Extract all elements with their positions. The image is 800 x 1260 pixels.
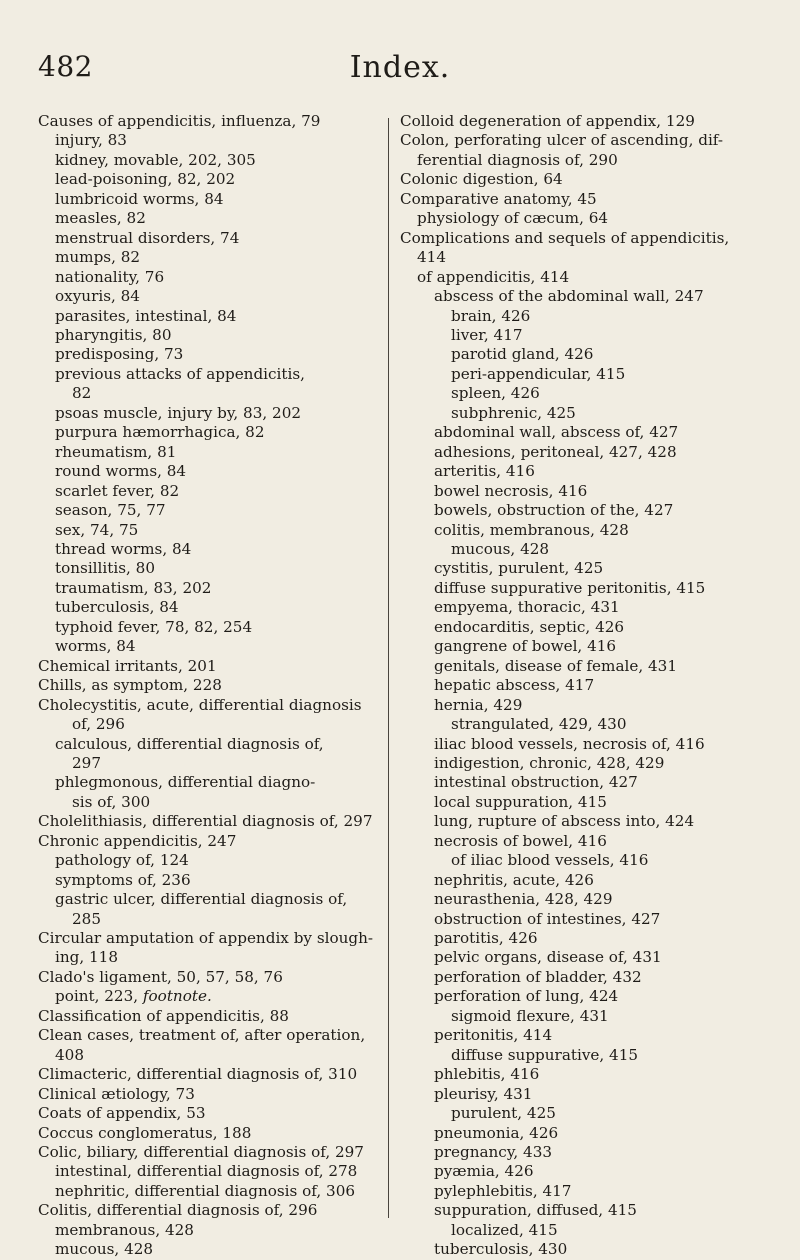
- index-entry-text: hernia, 429: [434, 695, 523, 714]
- index-entry: [400, 1221, 770, 1240]
- index-entry: [38, 890, 378, 909]
- index-entry: [400, 948, 770, 967]
- index-entry: [38, 579, 378, 598]
- index-entry: [38, 345, 378, 364]
- index-entry: [38, 793, 378, 812]
- index-entry: [38, 248, 378, 267]
- index-entry: [400, 871, 770, 890]
- index-entry: [400, 268, 770, 287]
- index-entry: [38, 307, 378, 326]
- index-entry-text: sigmoid flexure, 431: [451, 1006, 609, 1025]
- index-entry-text: nationality, 76: [55, 267, 165, 286]
- index-entry: [38, 948, 378, 967]
- index-entry-text: Colonic digestion, 64: [400, 170, 563, 189]
- index-entry: [400, 521, 770, 540]
- index-entry-text: scarlet fever, 82: [55, 481, 180, 500]
- index-entry-text: rheumatism, 81: [55, 442, 177, 461]
- index-entry-text: Colic, biliary, differential diagnosis of, 297: [38, 1143, 364, 1162]
- index-entry: [38, 326, 378, 345]
- index-entry-text: purulent, 425: [451, 1104, 556, 1123]
- index-entry: [400, 754, 770, 773]
- index-entry-text: subphrenic, 425: [451, 403, 576, 422]
- index-entry: [38, 1143, 378, 1162]
- index-entry: [400, 657, 770, 676]
- index-entry-text: pathology of, 124: [55, 851, 189, 870]
- index-entry-text: Chemical irritants, 201: [38, 656, 217, 675]
- index-entry: [400, 696, 770, 715]
- index-column-left: [38, 112, 378, 1260]
- index-entry-text: pneumonia, 426: [434, 1123, 559, 1142]
- index-entry: [400, 851, 770, 870]
- index-entry: [400, 1240, 770, 1259]
- index-entry-text: pyæmia, 426: [434, 1162, 534, 1181]
- index-entry: [400, 287, 770, 306]
- index-entry-text: neurasthenia, 428, 429: [434, 890, 613, 909]
- index-entry: [38, 229, 378, 248]
- index-entry: [400, 170, 770, 189]
- index-entry-text: arteritis, 416: [434, 462, 535, 481]
- index-entry-text: empyema, thoracic, 431: [434, 598, 620, 617]
- index-entry: [400, 540, 770, 559]
- index-entry: [400, 229, 770, 248]
- index-entry-text: Complications and sequels of appendicitis,: [400, 228, 730, 247]
- index-entry: [400, 1007, 770, 1026]
- index-entry-text: ferential diagnosis of, 290: [417, 150, 618, 169]
- index-entry: [38, 190, 378, 209]
- index-entry: [38, 482, 378, 501]
- index-entry-text: liver, 417: [451, 325, 523, 344]
- index-entry-text: 285: [72, 909, 101, 928]
- column-divider: [388, 118, 389, 1218]
- index-entry-text: physiology of cæcum, 64: [417, 209, 609, 228]
- index-entry: [400, 345, 770, 364]
- index-entry-text: Clado's ligament, 50, 57, 58, 76: [38, 967, 283, 986]
- index-entry-text: Colitis, differential diagnosis of, 296: [38, 1201, 318, 1220]
- index-entry-text: 82: [72, 384, 92, 403]
- index-entry-text: kidney, movable, 202, 305: [55, 150, 256, 169]
- index-entry: [400, 307, 770, 326]
- index-entry: [38, 773, 378, 792]
- index-entry-text: injury, 83: [55, 131, 127, 150]
- index-entry: [38, 754, 378, 773]
- index-entry: [400, 773, 770, 792]
- index-entry-text: tonsillitis, 80: [55, 559, 155, 578]
- index-entry-text: sex, 74, 75: [55, 520, 139, 539]
- index-entry-text: lung, rupture of abscess into, 424: [434, 812, 695, 831]
- index-entry: [38, 423, 378, 442]
- index-entry: [400, 579, 770, 598]
- index-entry: [38, 131, 378, 150]
- index-entry-text: colitis, membranous, 428: [434, 520, 629, 539]
- page-number: 482: [38, 50, 93, 83]
- index-entry-text: nephritic, differential diagnosis of, 306: [55, 1181, 356, 1200]
- index-entry-text: typhoid fever, 78, 82, 254: [55, 617, 253, 636]
- index-entry: [400, 462, 770, 481]
- index-entry: [400, 384, 770, 403]
- index-entry-text: Classification of appendicitis, 88: [38, 1006, 289, 1025]
- index-entry: [400, 151, 770, 170]
- index-entry: [38, 1065, 378, 1084]
- index-entry: [38, 1240, 378, 1259]
- index-entry: [38, 696, 378, 715]
- index-entry: [38, 443, 378, 462]
- index-entry: [400, 793, 770, 812]
- index-entry: [38, 521, 378, 540]
- index-entry-text: point, 223,: [55, 987, 139, 1006]
- index-entry: [38, 832, 378, 851]
- index-entry-text: season, 75, 77: [55, 501, 166, 520]
- index-entry-text: sis of, 300: [72, 792, 151, 811]
- index-entry-text: cystitis, purulent, 425: [434, 559, 604, 578]
- index-entry: [38, 1124, 378, 1143]
- index-entry: [38, 1162, 378, 1181]
- index-entry: [38, 1221, 378, 1240]
- index-entry-text: Comparative anatomy, 45: [400, 189, 597, 208]
- index-entry-text: mucous, 428: [451, 539, 550, 558]
- index-entry-text: membranous, 428: [55, 1220, 194, 1239]
- index-entry: [400, 1143, 770, 1162]
- index-entry: [400, 1182, 770, 1201]
- index-entry-text: suppuration, diffused, 415: [434, 1201, 637, 1220]
- index-entry: [400, 112, 770, 131]
- index-entry: [38, 657, 378, 676]
- index-entry-text: ing, 118: [55, 948, 119, 967]
- index-entry-text: localized, 415: [451, 1220, 558, 1239]
- index-entry: [400, 735, 770, 754]
- index-entry: [38, 910, 378, 929]
- index-entry-text: brain, 426: [451, 306, 531, 325]
- index-entry-text: lead-poisoning, 82, 202: [55, 170, 236, 189]
- index-entry: [38, 715, 378, 734]
- index-entry-text: abdominal wall, abscess of, 427: [434, 423, 679, 442]
- index-entry-text: Chronic appendicitis, 247: [38, 831, 237, 850]
- index-entry: [400, 443, 770, 462]
- index-entry: [38, 676, 378, 695]
- index-entry: [38, 384, 378, 403]
- index-entry: [38, 598, 378, 617]
- index-entry: [400, 1124, 770, 1143]
- index-entry: [400, 598, 770, 617]
- index-entry-text: mumps, 82: [55, 248, 141, 267]
- index-entry-text: parasites, intestinal, 84: [55, 306, 237, 325]
- index-entry: [400, 326, 770, 345]
- index-entry-text: Coats of appendix, 53: [38, 1104, 206, 1123]
- index-entry: [38, 365, 378, 384]
- index-entry: [38, 929, 378, 948]
- index-entry-text: of iliac blood vessels, 416: [451, 851, 649, 870]
- index-entry: [400, 501, 770, 520]
- page-header: [0, 40, 800, 90]
- index-entry-text: Causes of appendicitis, influenza, 79: [38, 112, 321, 130]
- index-entry: [400, 929, 770, 948]
- index-entry: [400, 890, 770, 909]
- index-entry-text: pelvic organs, disease of, 431: [434, 948, 662, 967]
- index-entry-text: Colloid degeneration of appendix, 129: [400, 112, 695, 130]
- index-entry-text: abscess of the abdominal wall, 247: [434, 287, 704, 306]
- index-entry-text: obstruction of intestines, 427: [434, 909, 661, 928]
- index-entry-text: psoas muscle, injury by, 83, 202: [55, 403, 302, 422]
- index-entry: [400, 637, 770, 656]
- index-entry-text: lumbricoid worms, 84: [55, 189, 224, 208]
- index-entry: [400, 248, 770, 267]
- index-entry-text: oxyuris, 84: [55, 287, 140, 306]
- index-entry-text: pleurisy, 431: [434, 1084, 533, 1103]
- index-entry: [38, 1201, 378, 1220]
- index-entry: [38, 812, 378, 831]
- index-entry-text: thread worms, 84: [55, 539, 192, 558]
- index-entry: [400, 559, 770, 578]
- index-entry: [38, 1182, 378, 1201]
- index-entry-text: peri-appendicular, 415: [451, 364, 626, 383]
- index-entry: [400, 1026, 770, 1045]
- index-entry-text: peritonitis, 414: [434, 1026, 553, 1045]
- index-entry: [400, 131, 770, 150]
- index-entry-text: Coccus conglomeratus, 188: [38, 1123, 252, 1142]
- index-entry-text: pylephlebitis, 417: [434, 1181, 572, 1200]
- index-entry: [400, 715, 770, 734]
- index-entry: [38, 112, 378, 131]
- index-entry-text: parotitis, 426: [434, 929, 538, 948]
- index-entry: [400, 209, 770, 228]
- index-entry: [38, 170, 378, 189]
- index-entry: [400, 676, 770, 695]
- index-entry-text: intestinal obstruction, 427: [434, 773, 638, 792]
- index-entry: [38, 1026, 378, 1045]
- index-entry-text: pregnancy, 433: [434, 1143, 553, 1162]
- index-entry-text: Cholelithiasis, differential diagnosis of, 297: [38, 812, 373, 831]
- index-entry-text: 414: [417, 248, 446, 267]
- index-entry-text: Circular amputation of appendix by slough-: [38, 929, 374, 948]
- index-entry-text: calculous, differential diagnosis of,: [55, 734, 324, 753]
- index-entry: [38, 287, 378, 306]
- index-entry: [38, 1104, 378, 1123]
- index-entry-text: iliac blood vessels, necrosis of, 416: [434, 734, 705, 753]
- index-entry: [38, 618, 378, 637]
- index-entry-text: nephritis, acute, 426: [434, 870, 594, 889]
- index-entry-text: Climacteric, differential diagnosis of, 310: [38, 1065, 358, 1084]
- index-entry: [400, 618, 770, 637]
- index-entry: [400, 1104, 770, 1123]
- index-entry: [38, 501, 378, 520]
- index-entry-text: phlebitis, 416: [434, 1065, 540, 1084]
- index-entry: [38, 151, 378, 170]
- index-entry-text: 408: [55, 1045, 84, 1064]
- index-entry: [400, 404, 770, 423]
- index-entry-text: tuberculosis, 84: [55, 598, 179, 617]
- index-entry: [38, 871, 378, 890]
- index-entry: [400, 968, 770, 987]
- index-entry: [400, 423, 770, 442]
- index-entry: [38, 559, 378, 578]
- index-entry: [400, 1065, 770, 1084]
- index-entry-text: mucous, 428: [55, 1240, 154, 1259]
- index-entry-text: bowel necrosis, 416: [434, 481, 588, 500]
- index-entry-text: genitals, disease of female, 431: [434, 656, 677, 675]
- index-entry: [38, 462, 378, 481]
- index-entry: [400, 832, 770, 851]
- index-entry-text: adhesions, peritoneal, 427, 428: [434, 442, 677, 461]
- index-entry-text: hepatic abscess, 417: [434, 676, 595, 695]
- index-entry: [400, 812, 770, 831]
- index-entry: [38, 1007, 378, 1026]
- index-entry-text: Chills, as symptom, 228: [38, 676, 222, 695]
- index-entry-text: spleen, 426: [451, 384, 540, 403]
- index-entry: [38, 637, 378, 656]
- index-entry-text: menstrual disorders, 74: [55, 228, 240, 247]
- index-entry-text: pharyngitis, 80: [55, 325, 172, 344]
- index-entry: [38, 209, 378, 228]
- index-entry: [400, 1085, 770, 1104]
- index-entry-text: perforation of bladder, 432: [434, 967, 642, 986]
- index-entry-text: round worms, 84: [55, 462, 187, 481]
- index-entry-text: diffuse suppurative peritonitis, 415: [434, 578, 706, 597]
- index-entry: [38, 1046, 378, 1065]
- index-entry: [38, 404, 378, 423]
- index-entry-text: symptoms of, 236: [55, 870, 191, 889]
- index-entry-text: local suppuration, 415: [434, 792, 607, 811]
- index-entry-text: measles, 82: [55, 209, 146, 228]
- index-entry-text: endocarditis, septic, 426: [434, 617, 625, 636]
- index-entry: [38, 1085, 378, 1104]
- index-entry: [400, 190, 770, 209]
- index-entry-text: Clean cases, treatment of, after operation,: [38, 1026, 366, 1045]
- index-entry-text: worms, 84: [55, 637, 136, 656]
- index-entry: [400, 987, 770, 1006]
- index-entry-text: gastric ulcer, differential diagnosis of,: [55, 890, 348, 909]
- index-entry: [400, 1046, 770, 1065]
- index-entry-text: gangrene of bowel, 416: [434, 637, 617, 656]
- index-entry-text: diffuse suppurative, 415: [451, 1045, 639, 1064]
- index-entry-text: parotid gland, 426: [451, 345, 594, 364]
- index-entry-text: 297: [72, 753, 101, 772]
- index-entry-text: tuberculosis, 430: [434, 1240, 568, 1259]
- index-entry-text: strangulated, 429, 430: [451, 715, 627, 734]
- index-entry-text: intestinal, differential diagnosis of, 278: [55, 1162, 358, 1181]
- index-entry: [400, 1162, 770, 1181]
- index-entry-footnote: footnote.: [138, 987, 212, 1006]
- index-entry-text: Colon, perforating ulcer of ascending, dif-: [400, 131, 724, 150]
- index-entry-text: Clinical ætiology, 73: [38, 1084, 195, 1103]
- index-entry: [38, 540, 378, 559]
- index-entry-text: traumatism, 83, 202: [55, 578, 212, 597]
- index-entry: [38, 268, 378, 287]
- page-title: Index.: [349, 50, 451, 85]
- index-entry-text: phlegmonous, differential diagno-: [55, 773, 316, 792]
- index-entry-text: indigestion, chronic, 428, 429: [434, 753, 665, 772]
- index-entry-text: purpura hæmorrhagica, 82: [55, 423, 265, 442]
- index-entry: [38, 968, 378, 987]
- index-entry-text: perforation of lung, 424: [434, 987, 619, 1006]
- index-entry: [38, 851, 378, 870]
- index-entry-text: predisposing, 73: [55, 345, 184, 364]
- index-entry-text: previous attacks of appendicitis,: [55, 364, 305, 383]
- index-entry: [400, 1201, 770, 1220]
- index-entry: [400, 910, 770, 929]
- index-entry-text: necrosis of bowel, 416: [434, 831, 607, 850]
- index-entry: [400, 365, 770, 384]
- index-entry-text: of, 296: [72, 715, 125, 734]
- index-entry-text: of appendicitis, 414: [417, 267, 570, 286]
- index-entry: [38, 987, 378, 1006]
- index-entry: [38, 735, 378, 754]
- index-entry-text: Cholecystitis, acute, differential diagnosis: [38, 695, 362, 714]
- index-entry-text: bowels, obstruction of the, 427: [434, 501, 674, 520]
- index-column-right: [400, 112, 770, 1260]
- index-entry: [400, 482, 770, 501]
